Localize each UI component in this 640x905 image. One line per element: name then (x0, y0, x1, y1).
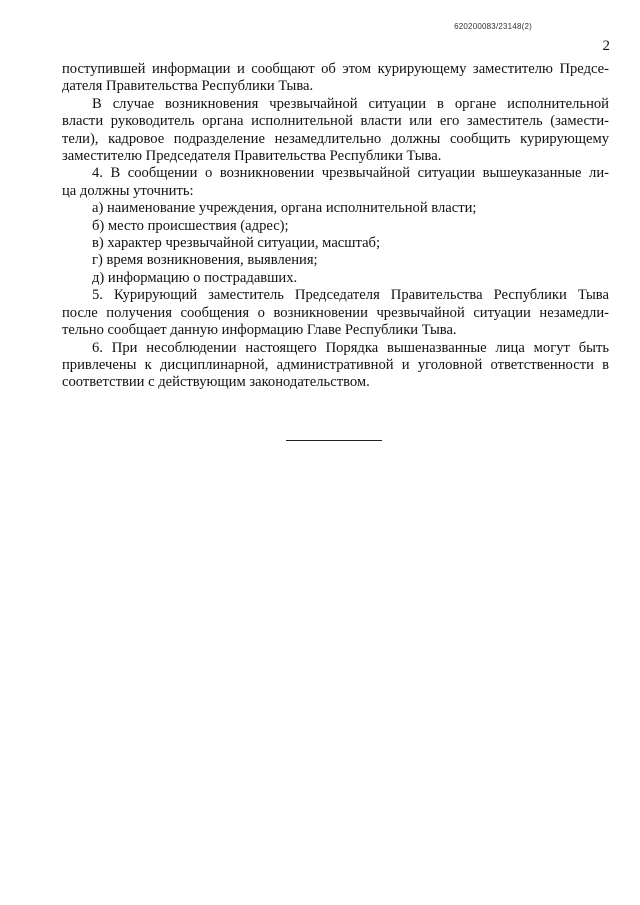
paragraph-item-4 (62, 165, 609, 200)
text-line: тельно сообщает данную информацию Главе Республики Тыва. (62, 322, 457, 339)
text-line: В случае возникновения чрезвычайной ситуации в органе исполнительной (92, 95, 609, 112)
text-line: соответствии с действующим законодательством. (62, 374, 370, 391)
text-line: 4. В сообщении о возникновении чрезвычайной ситуации вышеуказанные ли- (92, 165, 609, 182)
paragraph-continuation (62, 61, 609, 96)
text-line: власти руководитель органа исполнительной власти или его заместитель (замести- (62, 113, 609, 130)
page-number: 2 (602, 38, 610, 54)
text-line: ца должны уточнить: (62, 182, 194, 199)
text-line: 5. Курирующий заместитель Председателя Правительства Республики Тыва (92, 287, 609, 304)
paragraph-item-6 (62, 340, 609, 392)
text-line: дателя Правительства Республики Тыва. (62, 78, 314, 95)
text-line: тели), кадровое подразделение незамедлительно должны сообщить курирующему (62, 130, 609, 147)
paragraph-item-5 (62, 287, 609, 339)
text-line: после получения сообщения о возникновении чрезвычайной ситуации незамедли- (62, 304, 609, 321)
document-body (62, 61, 609, 392)
list-item: в) характер чрезвычайной ситуации, масштаб; (92, 235, 381, 252)
document-code: 620200083/23148(2) (454, 22, 532, 31)
text-line: заместителю Председателя Правительства Республики Тыва. (62, 148, 442, 165)
text-line: поступившей информации и сообщают об этом курирующему заместителю Предсе- (62, 61, 609, 77)
list-item: д) информацию о пострадавших. (92, 269, 298, 286)
paragraph-emergency-in-authority (62, 96, 609, 166)
text-line: привлечены к дисциплинарной, административной и уголовной ответственности в (62, 356, 609, 373)
list-item: а) наименование учреждения, органа исполнительной власти; (92, 200, 477, 217)
text-line: 6. При несоблюдении настоящего Порядка вышеназванные лица могут быть (92, 339, 609, 356)
list-item: б) место происшествия (адрес); (92, 217, 289, 234)
end-of-document-rule (286, 440, 382, 441)
list-item: г) время возникновения, выявления; (92, 252, 318, 269)
